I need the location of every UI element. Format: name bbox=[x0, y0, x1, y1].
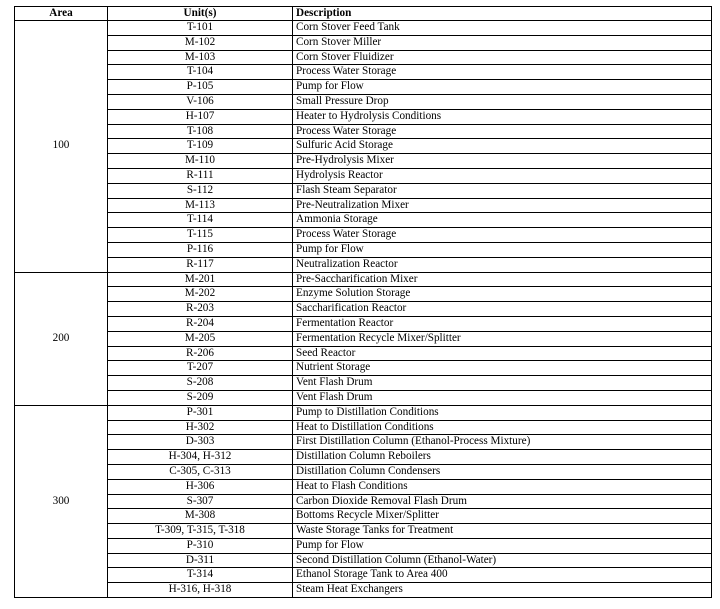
table-row bbox=[15, 183, 712, 198]
table-row bbox=[15, 435, 712, 450]
table-row bbox=[15, 494, 712, 509]
description-cell: Ethanol Storage Tank to Area 400 bbox=[293, 568, 712, 583]
unit-cell: R-204 bbox=[108, 316, 293, 331]
table-row bbox=[15, 213, 712, 228]
unit-cell: T-101 bbox=[108, 21, 293, 36]
unit-cell: S-307 bbox=[108, 494, 293, 509]
unit-cell: S-112 bbox=[108, 183, 293, 198]
unit-cell: P-116 bbox=[108, 242, 293, 257]
unit-cell: P-310 bbox=[108, 538, 293, 553]
table-row bbox=[15, 346, 712, 361]
description-cell: Neutralization Reactor bbox=[293, 257, 712, 272]
area-cell: 300 bbox=[15, 405, 108, 597]
unit-cell: C-305, C-313 bbox=[108, 464, 293, 479]
description-cell: Flash Steam Separator bbox=[293, 183, 712, 198]
unit-cell: M-103 bbox=[108, 50, 293, 65]
table-row bbox=[15, 450, 712, 465]
table-row bbox=[15, 50, 712, 65]
unit-cell: S-209 bbox=[108, 390, 293, 405]
description-cell: Pre-Hydrolysis Mixer bbox=[293, 154, 712, 169]
description-cell: Heat to Distillation Conditions bbox=[293, 420, 712, 435]
description-cell: Pre-Saccharification Mixer bbox=[293, 272, 712, 287]
header-row bbox=[15, 7, 712, 21]
unit-cell: D-311 bbox=[108, 553, 293, 568]
unit-cell: M-110 bbox=[108, 154, 293, 169]
unit-cell: M-113 bbox=[108, 198, 293, 213]
header-area: Area bbox=[15, 7, 108, 21]
table-row bbox=[15, 287, 712, 302]
header-units: Unit(s) bbox=[108, 7, 293, 21]
table-row bbox=[15, 257, 712, 272]
table-row bbox=[15, 242, 712, 257]
unit-cell: H-302 bbox=[108, 420, 293, 435]
table-row bbox=[15, 316, 712, 331]
table-row bbox=[15, 154, 712, 169]
area-cell: 200 bbox=[15, 272, 108, 405]
description-cell: Sulfuric Acid Storage bbox=[293, 139, 712, 154]
table-row bbox=[15, 361, 712, 376]
unit-cell: T-104 bbox=[108, 65, 293, 80]
table-row bbox=[15, 509, 712, 524]
table-row bbox=[15, 390, 712, 405]
description-cell: Pump for Flow bbox=[293, 538, 712, 553]
description-cell: Pump for Flow bbox=[293, 242, 712, 257]
description-cell: Carbon Dioxide Removal Flash Drum bbox=[293, 494, 712, 509]
unit-cell: M-308 bbox=[108, 509, 293, 524]
table-row bbox=[15, 376, 712, 391]
description-cell: Process Water Storage bbox=[293, 65, 712, 80]
description-cell: First Distillation Column (Ethanol-Process Mixture) bbox=[293, 435, 712, 450]
description-cell: Enzyme Solution Storage bbox=[293, 287, 712, 302]
description-cell: Corn Stover Fluidizer bbox=[293, 50, 712, 65]
description-cell: Heater to Hydrolysis Conditions bbox=[293, 109, 712, 124]
unit-cell: T-309, T-315, T-318 bbox=[108, 524, 293, 539]
description-cell: Waste Storage Tanks for Treatment bbox=[293, 524, 712, 539]
description-cell: Hydrolysis Reactor bbox=[293, 168, 712, 183]
table-row bbox=[15, 331, 712, 346]
table-row bbox=[15, 302, 712, 317]
description-cell: Pump for Flow bbox=[293, 80, 712, 95]
unit-cell: H-306 bbox=[108, 479, 293, 494]
table-row bbox=[15, 568, 712, 583]
unit-cell: H-304, H-312 bbox=[108, 450, 293, 465]
unit-cell: R-203 bbox=[108, 302, 293, 317]
area-cell: 100 bbox=[15, 21, 108, 273]
description-cell: Fermentation Recycle Mixer/Splitter bbox=[293, 331, 712, 346]
header-description: Description bbox=[293, 7, 712, 21]
unit-cell: T-109 bbox=[108, 139, 293, 154]
description-cell: Ammonia Storage bbox=[293, 213, 712, 228]
description-cell: Pump to Distillation Conditions bbox=[293, 405, 712, 420]
unit-cell: M-205 bbox=[108, 331, 293, 346]
unit-cell: R-117 bbox=[108, 257, 293, 272]
table-body bbox=[15, 21, 712, 598]
description-cell: Corn Stover Feed Tank bbox=[293, 21, 712, 36]
description-cell: Distillation Column Reboilers bbox=[293, 450, 712, 465]
table-row bbox=[15, 405, 712, 420]
description-cell: Seed Reactor bbox=[293, 346, 712, 361]
unit-cell: P-301 bbox=[108, 405, 293, 420]
unit-cell: P-105 bbox=[108, 80, 293, 95]
description-cell: Vent Flash Drum bbox=[293, 376, 712, 391]
table-row bbox=[15, 94, 712, 109]
unit-cell: H-107 bbox=[108, 109, 293, 124]
unit-cell: R-206 bbox=[108, 346, 293, 361]
table-row bbox=[15, 272, 712, 287]
table-row bbox=[15, 168, 712, 183]
table-row bbox=[15, 479, 712, 494]
unit-cell: R-111 bbox=[108, 168, 293, 183]
unit-cell: M-201 bbox=[108, 272, 293, 287]
unit-cell: M-202 bbox=[108, 287, 293, 302]
table-row bbox=[15, 420, 712, 435]
table-row bbox=[15, 464, 712, 479]
description-cell: Second Distillation Column (Ethanol-Water) bbox=[293, 553, 712, 568]
unit-cell: T-314 bbox=[108, 568, 293, 583]
unit-cell: T-114 bbox=[108, 213, 293, 228]
description-cell: Process Water Storage bbox=[293, 124, 712, 139]
description-cell: Distillation Column Condensers bbox=[293, 464, 712, 479]
description-cell: Steam Heat Exchangers bbox=[293, 583, 712, 598]
unit-cell: V-106 bbox=[108, 94, 293, 109]
unit-cell: T-108 bbox=[108, 124, 293, 139]
table-row bbox=[15, 553, 712, 568]
description-cell: Bottoms Recycle Mixer/Splitter bbox=[293, 509, 712, 524]
table-row bbox=[15, 139, 712, 154]
table-row bbox=[15, 65, 712, 80]
unit-cell: D-303 bbox=[108, 435, 293, 450]
description-cell: Saccharification Reactor bbox=[293, 302, 712, 317]
unit-cell: T-207 bbox=[108, 361, 293, 376]
table-row bbox=[15, 80, 712, 95]
table-row bbox=[15, 583, 712, 598]
description-cell: Fermentation Reactor bbox=[293, 316, 712, 331]
description-cell: Vent Flash Drum bbox=[293, 390, 712, 405]
unit-table-container bbox=[14, 6, 712, 598]
description-cell: Nutrient Storage bbox=[293, 361, 712, 376]
unit-cell: M-102 bbox=[108, 35, 293, 50]
table-row bbox=[15, 524, 712, 539]
unit-cell: S-208 bbox=[108, 376, 293, 391]
description-cell: Heat to Flash Conditions bbox=[293, 479, 712, 494]
description-cell: Pre-Neutralization Mixer bbox=[293, 198, 712, 213]
table-row bbox=[15, 198, 712, 213]
table-row bbox=[15, 124, 712, 139]
unit-description-table bbox=[14, 6, 712, 598]
unit-cell: H-316, H-318 bbox=[108, 583, 293, 598]
table-row bbox=[15, 228, 712, 243]
description-cell: Small Pressure Drop bbox=[293, 94, 712, 109]
table-row bbox=[15, 538, 712, 553]
table-row bbox=[15, 35, 712, 50]
table-row bbox=[15, 109, 712, 124]
table-row bbox=[15, 21, 712, 36]
description-cell: Corn Stover Miller bbox=[293, 35, 712, 50]
description-cell: Process Water Storage bbox=[293, 228, 712, 243]
unit-cell: T-115 bbox=[108, 228, 293, 243]
